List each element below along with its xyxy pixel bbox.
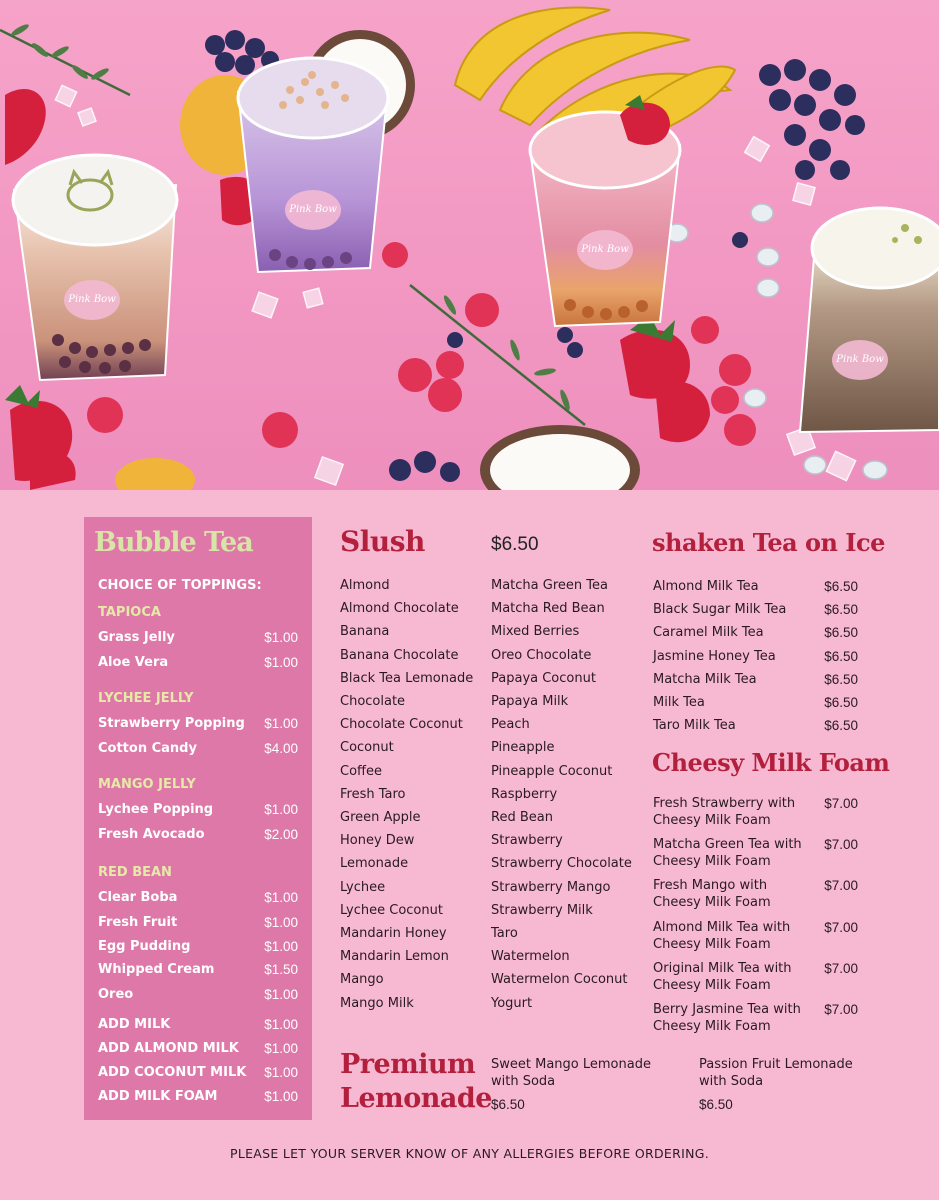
item-price: $6.50 [491,1097,525,1112]
menu-item [98,630,298,645]
cup-brand-label: Pink Bow [581,244,629,255]
item-name-line-1: Passion Fruit Lemonade [699,1057,853,1072]
addon-name: ADD COCONUT MILK [98,1065,247,1080]
item-name: Clear Boba [98,890,178,905]
item-name: Matcha Green Tea with Cheesy Milk Foam [653,837,802,870]
addon-price: $1.00 [264,1089,298,1104]
slush-flavor: Banana Chocolate [340,647,459,663]
slush-flavor: Red Bean [491,810,553,825]
item-price: $6.50 [824,625,858,641]
menu-item [98,655,298,670]
slush-flavor: Pineapple Coconut [491,763,613,779]
slush-flavor: Lemonade [340,856,409,872]
slush-flavor: Watermelon [491,949,570,965]
slush-flavor: Matcha Green Tea [491,578,608,593]
slush-flavor: Honey Dew [340,833,415,849]
slush-flavor: Raspberry [491,786,558,802]
menu-item [653,695,858,710]
item-name: Fresh Mango with Cheesy Milk Foam [653,878,771,911]
item-name: Berry Jasmine Tea with Cheesy Milk Foam [653,1002,801,1034]
cup-brand-label: Pink Bow [289,204,337,215]
menu-item [98,827,298,842]
item-price: $6.50 [824,718,858,734]
topping-group-label: RED BEAN [98,865,172,880]
taro-cup [238,58,388,272]
milk-tea-cup [13,155,177,380]
premium-item [699,1056,853,1113]
slush-flavor: Mango [340,972,384,988]
menu-item [653,836,858,870]
menu-item [98,915,298,930]
hero-illustration [0,0,939,490]
item-price: $1.00 [264,890,298,905]
slush-flavor: Green Apple [340,810,421,825]
premium-item [491,1056,651,1113]
menu-item [653,625,858,640]
item-price: $6.50 [824,671,858,687]
slush-flavor: Fresh Taro [340,786,406,802]
item-name-line-2: with Soda [491,1074,556,1089]
slush-flavor: Black Tea Lemonade [340,670,474,686]
menu-item [653,1001,858,1035]
addon-item [98,1041,298,1056]
slush-flavor: Strawberry [491,833,563,849]
item-price: $1.00 [264,915,298,930]
hero-photo [0,0,939,490]
toppings-label: CHOICE OF TOPPINGS: [98,578,262,593]
slush-flavor: Pineapple [491,740,555,756]
topping-group-label: TAPIOCA [98,605,161,620]
slush-flavor: Chocolate Coconut [340,717,463,733]
item-name: Grass Jelly [98,630,175,645]
menu-item [653,718,858,733]
item-name: Milk Tea [653,695,705,710]
item-price: $1.00 [264,716,298,731]
item-price: $1.00 [264,802,298,817]
slush-flavor: Coffee [340,763,382,779]
slush-flavor: Almond [340,578,390,593]
menu-item [653,672,858,687]
item-price: $1.50 [264,962,298,977]
slush-flavor: Mandarin Honey [340,926,447,941]
item-price: $6.50 [824,648,858,664]
slush-price: $6.50 [491,534,539,555]
item-price: $7.00 [824,919,858,935]
item-price: $2.00 [264,827,298,842]
item-name: Black Sugar Milk Tea [653,602,787,618]
premium-lemonade-title [340,1048,492,1116]
slush-flavor: Yogurt [491,995,533,1011]
addon-item [98,1017,298,1032]
item-name-line-2: with Soda [699,1074,764,1089]
item-name: Oreo [98,987,134,1002]
item-name: Jasmine Honey Tea [653,648,776,664]
slush-flavor: Mixed Berries [491,624,580,640]
allergy-notice: PLEASE LET YOUR SERVER KNOW OF ANY ALLERGIES BEFORE ORDERING. [229,1146,710,1161]
item-name: Whipped Cream [98,962,215,977]
bubble-tea-panel [84,517,312,1120]
item-price: $1.00 [264,630,298,645]
slush-flavor: Chocolate [340,694,406,709]
shaken-tea-title: shaken Tea on Ice [652,528,885,557]
slush-title: Slush [340,525,425,558]
menu-item [653,960,858,994]
menu-item [653,877,858,911]
item-name: Fresh Fruit [98,915,178,930]
slush-flavor: Oreo Chocolate [491,647,592,663]
premium-title-line-2: Lemonade [340,1083,492,1114]
menu-item [98,987,298,1002]
menu-item [653,602,858,617]
item-name: Aloe Vera [98,655,169,670]
slush-flavor: Strawberry Mango [491,879,611,895]
item-price: $6.50 [824,579,858,594]
item-price: $7.00 [824,878,858,894]
slush-flavor: Matcha Red Bean [491,601,605,617]
item-name: Fresh Strawberry with Cheesy Milk Foam [653,796,796,828]
item-price: $1.00 [264,987,298,1002]
slush-flavor: Lychee Coconut [340,902,443,918]
item-price: $7.00 [824,960,858,976]
item-name: Matcha Milk Tea [653,671,757,687]
item-price: $6.50 [699,1097,733,1112]
menu-item [653,795,858,829]
addon-item [98,1089,298,1104]
item-price: $7.00 [824,837,858,853]
item-price: $6.50 [824,695,858,710]
item-name: Egg Pudding [98,939,191,954]
slush-flavor: Strawberry Milk [491,902,593,918]
slush-flavor: Watermelon Coconut [491,972,628,988]
addon-name: ADD MILK FOAM [98,1089,218,1104]
addon-price: $1.00 [264,1065,298,1080]
addon-name: ADD ALMOND MILK [98,1041,239,1056]
menu-item [98,716,298,731]
item-price: $4.00 [264,741,298,756]
cup-brand-label: Pink Bow [68,294,116,305]
slush-flavor: Mandarin Lemon [340,949,449,965]
menu-item [98,890,298,905]
addon-price: $1.00 [264,1017,298,1032]
slush-flavor: Coconut [340,740,394,756]
menu-item [98,741,298,756]
item-name: Almond Milk Tea with Cheesy Milk Foam [653,919,791,952]
slush-flavor: Banana [340,624,390,640]
item-name: Almond Milk Tea [653,579,759,594]
item-name: Original Milk Tea with Cheesy Milk Foam [653,960,792,993]
strawberry-slush-cup [530,95,680,326]
menu-item [653,579,858,594]
menu-item [653,649,858,664]
item-name: Fresh Avocado [98,827,205,842]
slush-flavor: Mango Milk [340,995,414,1011]
item-price: $6.50 [824,602,858,618]
topping-group-label: MANGO JELLY [98,777,196,792]
menu-item [98,939,298,954]
item-price: $7.00 [824,1002,858,1017]
item-name: Strawberry Popping [98,716,245,731]
addon-item [98,1065,298,1080]
item-name: Lychee Popping [98,802,214,817]
slush-flavor: Strawberry Chocolate [491,856,632,872]
menu-item [653,919,858,953]
matcha-foam-cup [800,208,939,432]
slush-flavor: Almond Chocolate [340,601,459,617]
slush-flavor: Papaya Milk [491,694,569,709]
premium-title-line-1: Premium [340,1049,476,1080]
cup-brand-label: Pink Bow [836,354,884,365]
addon-name: ADD MILK [98,1017,171,1032]
cheesy-milk-foam-title: Cheesy Milk Foam [652,748,890,777]
item-price: $7.00 [824,796,858,811]
item-price: $1.00 [264,655,298,670]
menu-item [98,802,298,817]
item-name: Caramel Milk Tea [653,625,764,641]
menu-item [98,962,298,977]
addon-price: $1.00 [264,1041,298,1056]
item-price: $1.00 [264,939,298,954]
slush-flavor: Peach [491,717,530,733]
slush-flavor: Papaya Coconut [491,670,596,686]
item-name: Cotton Candy [98,741,197,756]
slush-flavor: Taro [491,926,518,941]
item-name-line-1: Sweet Mango Lemonade [491,1057,651,1072]
topping-group-label: LYCHEE JELLY [98,691,194,706]
bubble-tea-title: Bubble Tea [94,527,253,558]
item-name: Taro Milk Tea [653,718,736,734]
slush-flavor: Lychee [340,879,386,895]
